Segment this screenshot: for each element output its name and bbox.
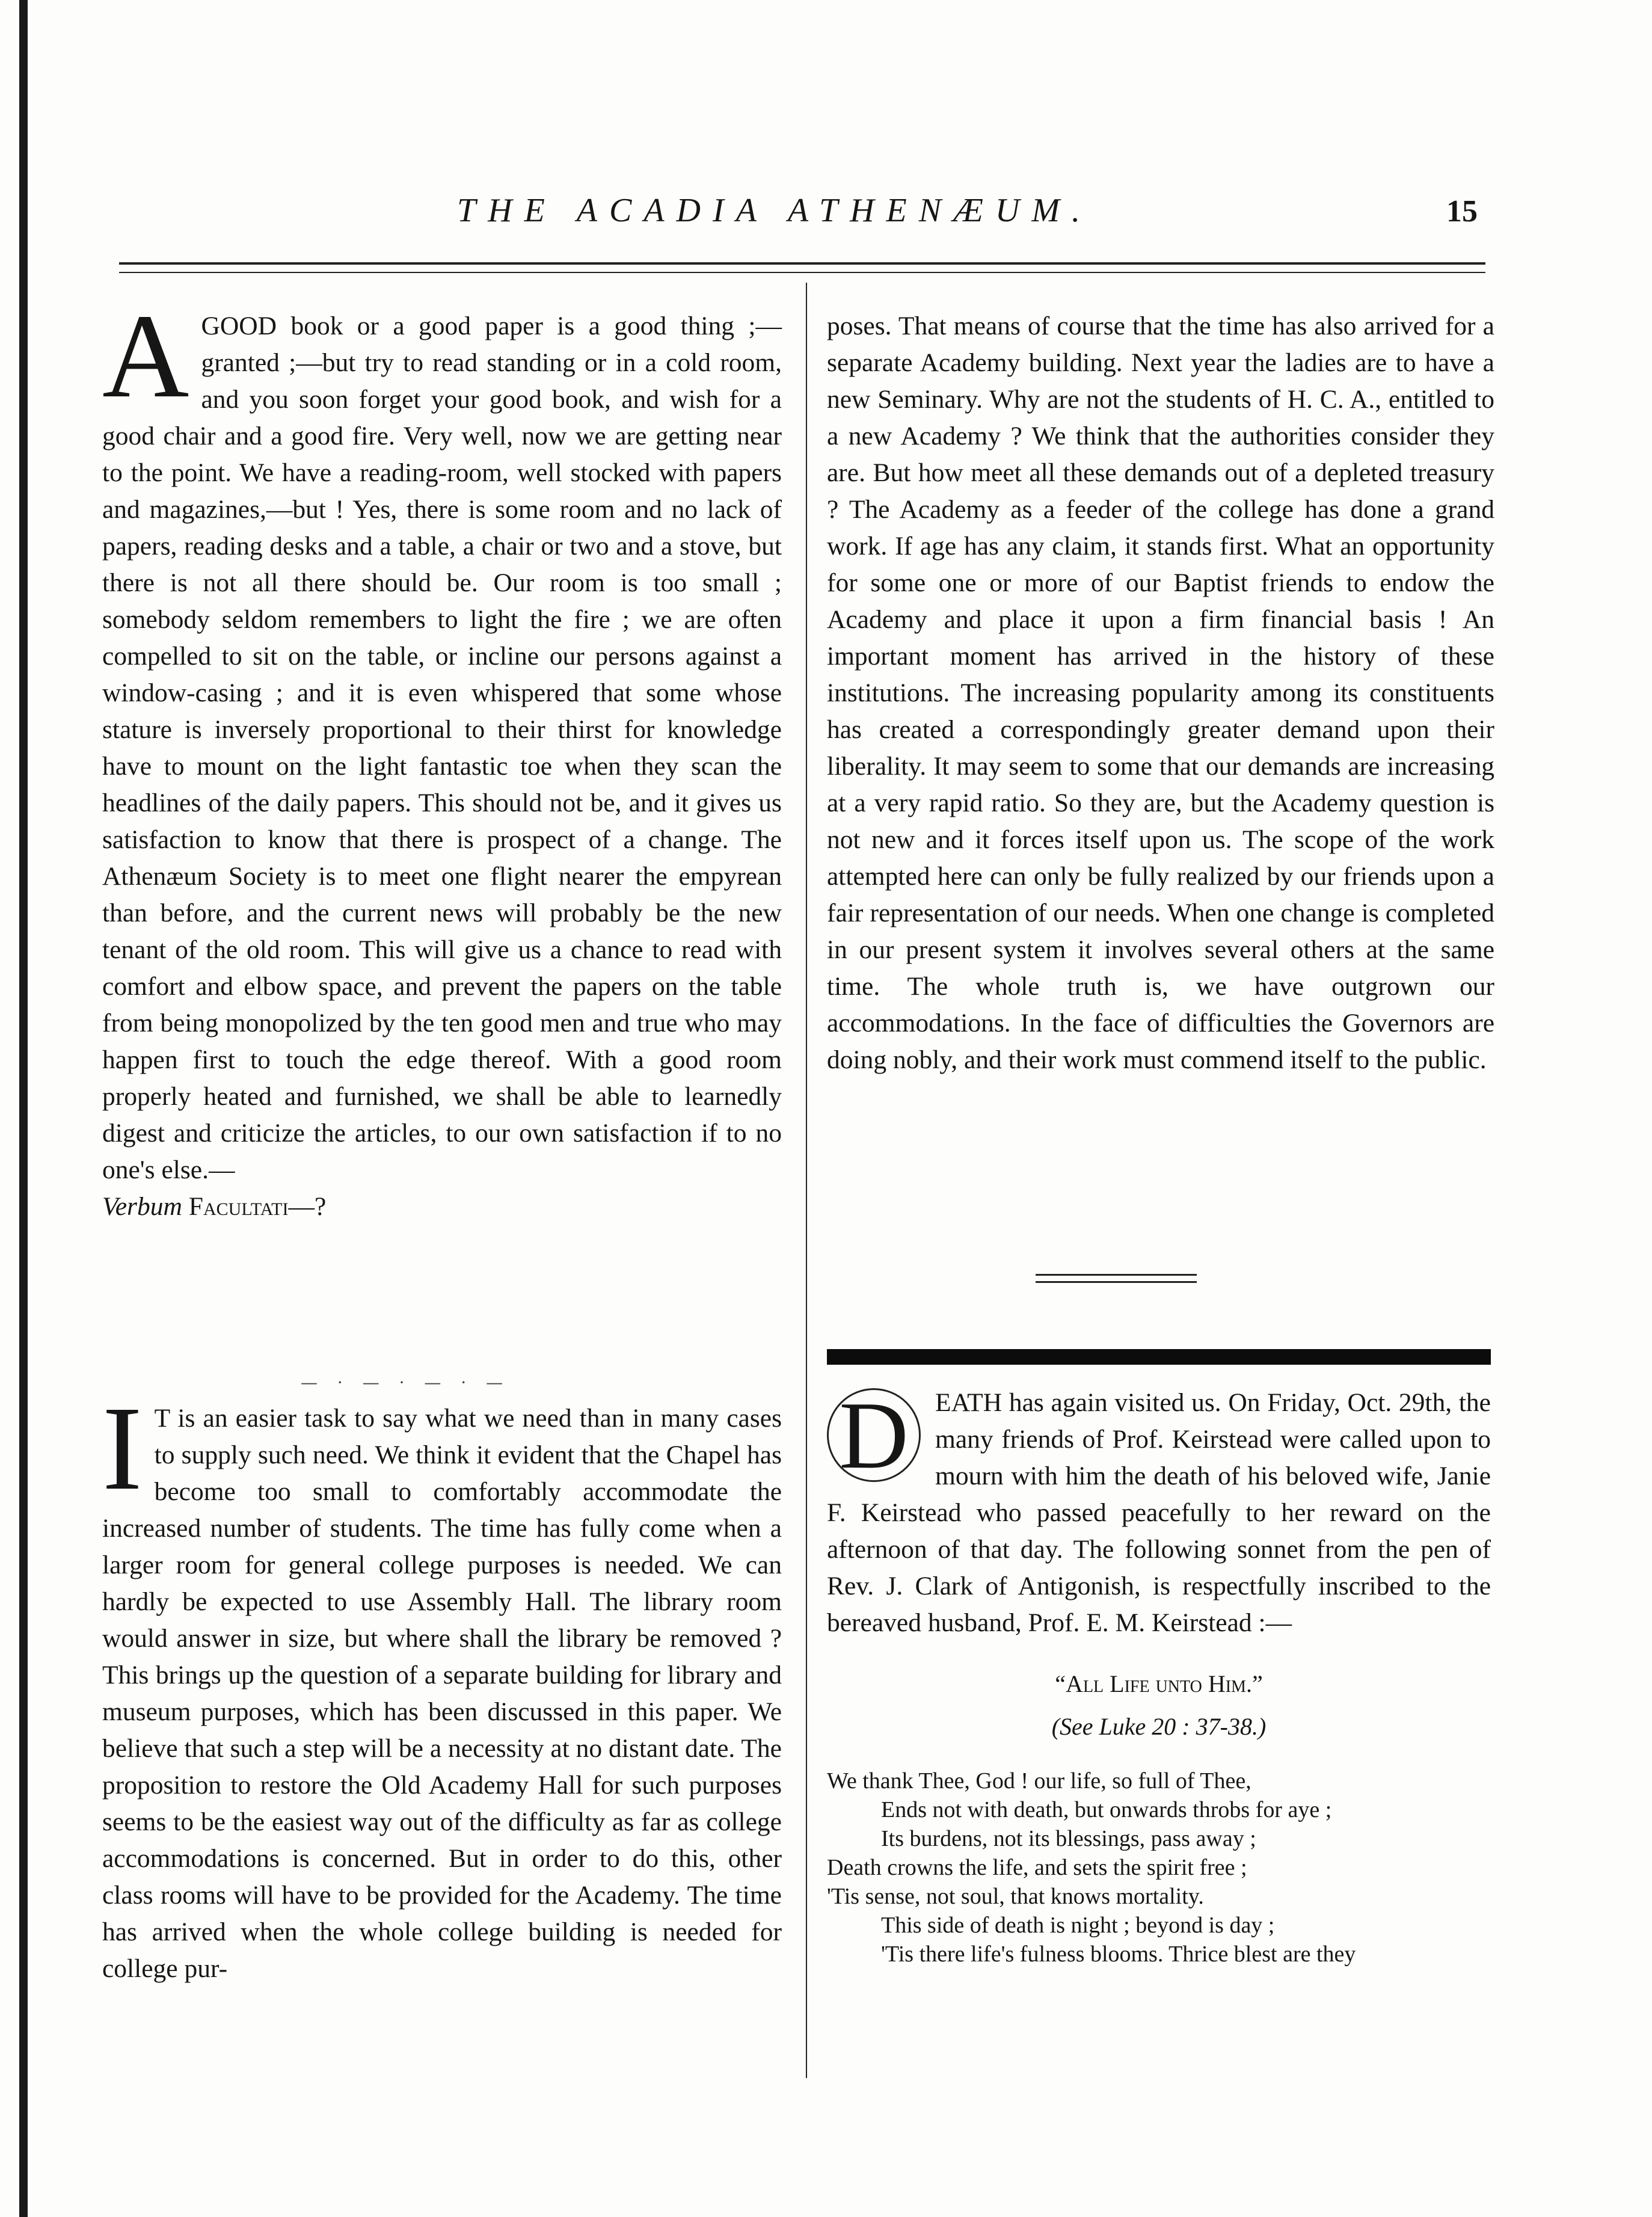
poem bbox=[827, 1767, 1491, 1969]
article-body: EATH has again visited us. On Friday, Oct. 29th, the many friends of Prof. Keirstead were called upon to mourn with him the death of his beloved wife, Janie F. Keirstead who passed peacefully to her reward on the afternoon of that day. The following sonnet from the pen of Rev. J. Clark of Antigonish, is respectfully inscribed to the bereaved husband, Prof. E. M. Keirstead :— bbox=[827, 1388, 1491, 1637]
section-ornament: — · — · — · — bbox=[301, 1373, 511, 1392]
dropcap-a: A bbox=[102, 290, 189, 423]
running-header-title: THE ACADIA ATHENÆUM. bbox=[457, 192, 1092, 229]
poem-line: Death crowns the life, and sets the spirit free ; bbox=[827, 1855, 1247, 1880]
article-reading-room bbox=[102, 290, 782, 1225]
signature-caps: Facultati—? bbox=[182, 1192, 327, 1221]
article-chapel bbox=[102, 1382, 782, 1987]
poem-line: Its burdens, not its blessings, pass away ; bbox=[881, 1826, 1256, 1851]
poem-title: “All Life unto Him.” bbox=[1055, 1670, 1263, 1697]
column-divider bbox=[806, 283, 807, 2078]
dropcap-d: D bbox=[827, 1388, 921, 1482]
article-leadin: GOOD bbox=[201, 312, 277, 340]
poem-line: This side of death is night ; beyond is day ; bbox=[881, 1913, 1275, 1938]
mourning-band bbox=[827, 1349, 1491, 1365]
section-separator-double bbox=[1036, 1281, 1197, 1283]
header-rule-thin bbox=[119, 272, 1485, 273]
signature-italic: Verbum bbox=[102, 1192, 182, 1221]
article-body: T is an easier task to say what we need than in many cases to supply such need. We think it evident that the Chapel has become too small to comfortably accommodate the increased number of students. The time has fully come when a larger room for general college purposes is needed. We can hardly be expected to use Assembly Hall. The library room would answer in size, but where shall the library be removed ? This brings up the question of a separate building for library and museum purposes, which has been discussed in this paper. We believe that such a step will be a necessity at no distant date. The proposition to restore the Old Academy Hall for such purposes seems to be the easiest way out of the difficulty as far as college accommodations is concerned. But in order to do this, other class rooms will have to be provided for the Academy. The time has arrived when the whole college building is needed for college pur- bbox=[102, 1404, 782, 1983]
poem-line: Ends not with death, but onwards throbs for aye ; bbox=[881, 1797, 1332, 1822]
header-rule-thick bbox=[119, 262, 1485, 265]
article-body: poses. That means of course that the time has also arrived for a separate Academy building. Next year the ladies are to have a new Seminary. Why are not the students of H. C. A., entitled to a new Academy ? We think that the authorities consider they are. But how meet all these demands out of a depleted treasury ? The Academy as a feeder of the college has done a grand work. If age has any claim, it stands first. What an opportunity for some one or more of our Baptist friends to endow the Academy and place it upon a firm financial basis ! An important moment has arrived in the history of these institutions. The increasing popularity among its constituents has created a correspondingly greater demand upon their liberality. It may seem to some that our demands are increasing at a very rapid ratio. So they are, but the Academy question is not new and it forces itself upon us. The scope of the work attempted here can only be fully realized by our friends upon a fair representation of our needs. When one change is completed in our present system it involves several others at the same time. The whole truth is, we have outgrown our accommodations. In the face of difficulties the Governors are doing nobly, and their work must commend itself to the public. bbox=[827, 312, 1494, 1074]
poem-line: 'Tis sense, not soul, that knows mortality. bbox=[827, 1884, 1204, 1909]
dropcap-i: I bbox=[102, 1382, 143, 1515]
article-body: book or a good paper is a good thing ;—granted ;—but try to read standing or in a cold room, and you soon forget your good book, and wish for a good chair and a good fire. Very well, now we are getting near to the point. We have a reading-room, well stocked with papers and magazines,—but ! Yes, there is some room and no lack of papers, reading desks and a table, a chair or two and a stove, but there is not all there should be. Our room is too small ; somebody seldom remembers to light the fire ; we are often compelled to sit on the table, or incline our persons against a window-casing ; and it is even whispered that some whose stature is inversely proportional to their thirst for knowledge have to mount on the light fantastic toe when they scan the headlines of the daily papers. This should not be, and it gives us satisfaction to know that there is prospect of a change. The Athenæum Society is to meet one flight nearer the empyrean than before, and the current news will probably be the new tenant of the old room. This will give us a chance to read with comfort and elbow space, and prevent the papers on the table from being monopolized by the ten good men and true who may happen first to touch the edge thereof. With a good room properly heated and furnished, we shall be able to learnedly digest and criticize the articles, to our own satisfaction if to no one's else.— bbox=[102, 312, 782, 1184]
binding-edge bbox=[19, 0, 28, 2217]
poem-line: 'Tis there life's fulness blooms. Thrice blest are they bbox=[881, 1942, 1356, 1967]
article-obituary bbox=[827, 1382, 1491, 1969]
section-separator-double bbox=[1036, 1274, 1197, 1276]
page-number: 15 bbox=[1446, 194, 1478, 229]
article-signature bbox=[102, 1188, 782, 1225]
article-chapel-continued bbox=[827, 308, 1494, 1078]
poem-line: We thank Thee, God ! our life, so full of Thee, bbox=[827, 1768, 1251, 1794]
poem-reference: (See Luke 20 : 37-38.) bbox=[1051, 1713, 1267, 1740]
